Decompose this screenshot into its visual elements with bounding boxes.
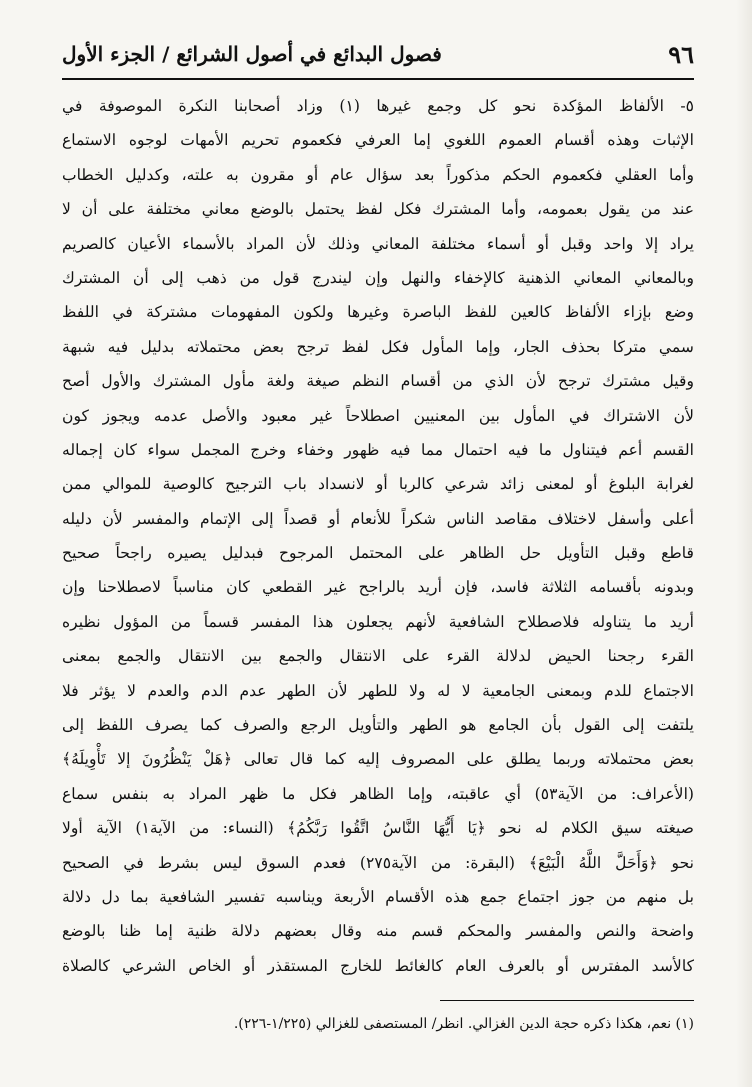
- text-line: القرء رجحنا الحيض لدلالة القرء على الانتقال والجمع بين الانتقال والجمع بمعنى: [62, 647, 694, 666]
- page-header: [62, 34, 694, 74]
- text-line: واضحة والنص والمفسر والمحكم قسم منه وقال بعضهم دلالة ظنية إما ظنا بالوضع: [62, 922, 694, 941]
- text-line: وضع بإزاء الألفاظ كالعين للفظ الباصرة وغيرها ولكون المفهومات مشتركة في اللفظ: [62, 303, 694, 322]
- main-text: [62, 89, 694, 983]
- header-divider: [62, 78, 694, 80]
- scan-edge: [736, 0, 752, 1087]
- footnote-divider: [440, 1000, 694, 1001]
- page-number: ٩٦: [668, 39, 694, 69]
- text-line: وأما العقلي فكعموم الحكم مذكوراً بعد سؤال عام أو مقرون به علته، وكدليل الخطاب: [62, 165, 694, 184]
- text-line: وبدونه بأقسامه الثلاثة فاسد، فإن أريد بالراجح غير القطعي كان مناسباً لاصطلاحنا وإن: [62, 578, 694, 597]
- text-line: بعض محتملاته وربما يطلق على المصروف إليه كما قال تعالى ﴿هَلْ يَنْظُرُونَ إلا تَأْوِيلَهُ﴾: [62, 750, 694, 769]
- text-line: نحو ﴿وَأَحَلَّ اللَّهُ الْبَيْعَ﴾ (البقرة: من الآية٢٧٥) فعدم السوق ليس بشرط في الصحيح: [62, 853, 694, 872]
- text-line: سمي متركا بحذف الجار، وإما المأول فكل لفظ ترجح بعض محتملاته بدليل فيه شبهة: [62, 337, 694, 356]
- text-line: عند من يقول بعمومه، وأما المشترك فكل لفظ يحتمل بالوضع معاني مختلفة على أن لا: [62, 200, 694, 219]
- text-line: أعلى وأسفل لاختلاف مقاصد الناس شكراً للأنعام أو قصداً إلى الإتمام والمفسر لأن دليله: [62, 509, 694, 528]
- running-title: فصول البدائع في أصول الشرائع / الجزء الأول: [62, 42, 442, 66]
- text-line: الإثبات وهذه أقسام العموم اللغوي إما العرفي فكعموم تحريم الأمهات لوجوه الاستماع: [62, 131, 694, 150]
- text-line: صيغته سيق الكلام له نحو ﴿يَا أَيُّهَا النَّاسُ اتَّقُوا رَبَّكُمُ﴾ (النساء: من الآية١) الآية أولا: [62, 819, 694, 838]
- text-line: كالأسد المفترس أو بالعرف العام كالغائط للخارج المستقذر أو الخاص الشرعي كالصلاة: [62, 956, 694, 975]
- text-line: قاطع وقبل التأويل حل الظاهر على المحتمل المرجوح فبدليل يصيره راجحاً صحيح: [62, 544, 694, 563]
- text-line: (الأعراف: من الآية٥٣) أي عاقبته، وإما الظاهر فكل ما ظهر المراد به بنفس سماع: [62, 784, 694, 803]
- text-line: ٥- الألفاظ المؤكدة نحو كل وجمع غيرها (١) وزاد أصحابنا النكرة الموصوفة في: [62, 97, 695, 115]
- text-line: يراد إلا واحد وقبل أو أسماء مختلفة المعاني وذلك لأن المراد بالأسماء الأعيان كالصريم: [62, 234, 694, 253]
- text-line: بل منهم من جوز اجتماع جمع هذه الأقسام الأربعة ويناسبه تفسير الشافعية بما دل دلالة: [62, 887, 694, 906]
- text-line: القسم أعم فيتناول ما فيه احتمال مما فيه ظهور وخفاء وخرج المجمل سواء كان إجماله: [62, 440, 694, 459]
- text-line: أريد ما يتناوله فلاصطلاح الشافعية لأنهم يجعلون هذا المفسر قسماً من المؤول نظيره: [62, 612, 694, 631]
- footnote: (١) نعم، هكذا ذكره حجة الدين الغزالي. انظر/ المستصفى للغزالي (١/٢٢٥-٢٢٦).: [233, 1016, 694, 1032]
- text-line: يلتفت إلى القول بأن الجامع هو الطهر والتأويل الرجع والصرف كما يصرف اللفظ إلى: [62, 716, 694, 735]
- text-line: وقيل مشترك ترجح لأن الذي من أقسام النظم صيغة ولغة مأول المشترك والأول أصح: [62, 372, 694, 391]
- text-line: لغرابة البلوغ أو لمعنى زائد شرعي كالربا أو لانسداد باب الترجيح كالوصية للموالي ممن: [62, 475, 694, 494]
- text-line: وبالمعاني المعاني الذهنية كالإخفاء والنهل وإن ليندرج قول من ذهب إلى أن المشترك: [62, 268, 694, 287]
- text-line: لأن الاشتراك في المأول بين المعنيين اصطلاحاً غير معبود والأصل عدمه ويجوز كون: [62, 406, 694, 425]
- text-line: الاجتماع للدم وبمعنى الجامعية لا له ولا للطهر لأن الطهر عدم الدم والعدم لا يؤثر فلا: [62, 681, 694, 700]
